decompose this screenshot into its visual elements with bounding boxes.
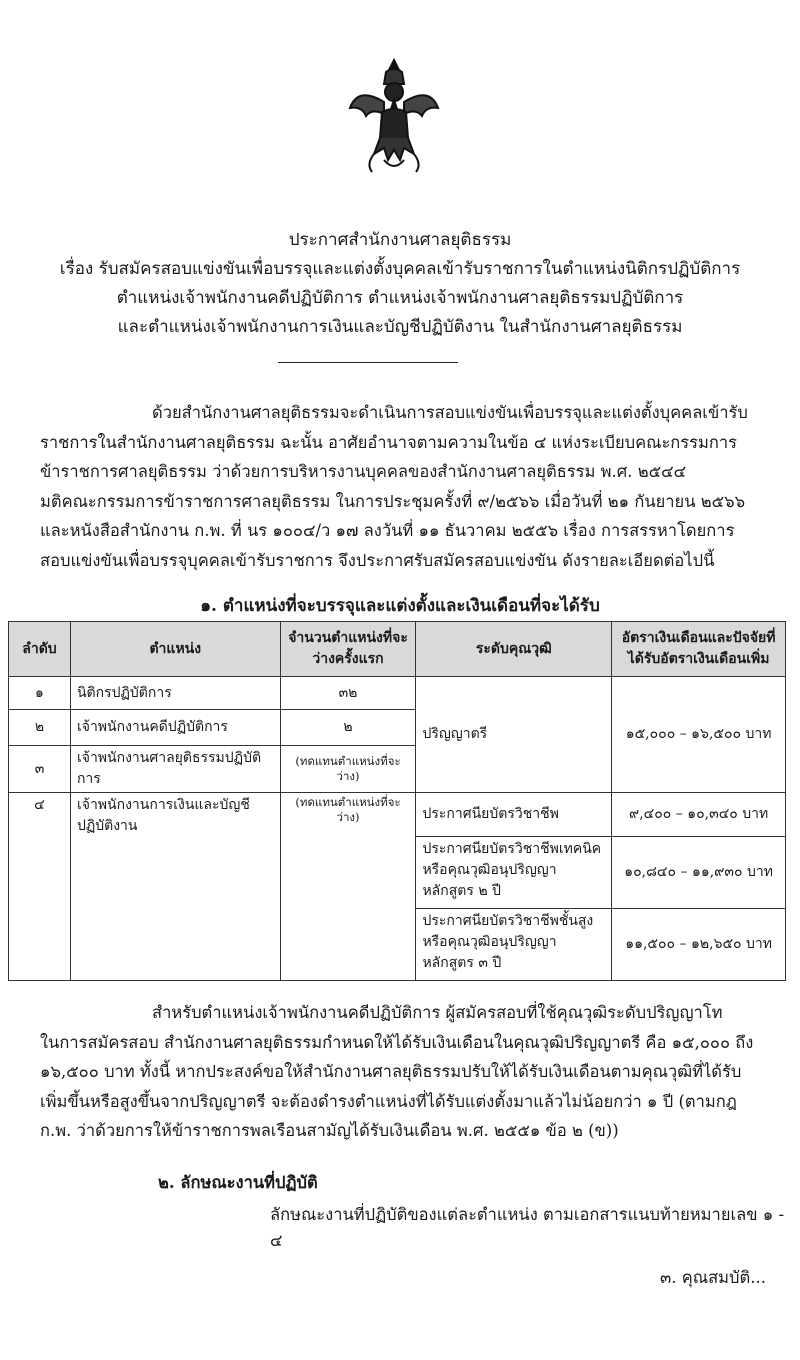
subject-line: ตำแหน่งเจ้าพนักงานคดีปฏิบัติการ ตำแหน่งเจ้าพนักงานศาลยุติธรรมปฏิบัติการ: [116, 288, 684, 308]
intro-line: มติคณะกรรมการข้าราชการศาลยุติธรรม ในการประชุมครั้งที่ ๙/๒๕๖๖ เมื่อวันที่ ๒๑ กันยายน ๒๕๖๖: [40, 491, 746, 511]
row-salary: ๑๑,๕๐๐ – ๑๒,๖๕๐ บาท: [612, 909, 786, 981]
row-qualification: ประกาศนียบัตรวิชาชีพเทคนิค หรือคุณวุฒิอนุปริญญา หลักสูตร ๒ ปี: [416, 837, 612, 909]
positions-table: [8, 621, 786, 981]
col-header-qualification: ระดับคุณวุฒิ: [416, 622, 612, 677]
row-position: เจ้าพนักงานการเงินและบัญชีปฏิบัติงาน: [70, 793, 280, 981]
note-line: เพิ่มขึ้นหรือสูงขึ้นจากปริญญาตรี จะต้องดำรงตำแหน่งที่ได้รับแต่งตั้งมาแล้วไม่น้อยกว่า ๑ ปี (ตามกฎ: [40, 1091, 737, 1111]
table-row: [9, 677, 786, 710]
row-count: (ทดแทนตำแหน่งที่จะว่าง): [280, 793, 416, 981]
row-count: ๓๒: [280, 677, 416, 710]
intro-line: ข้าราชการศาลยุติธรรม ว่าด้วยการบริหารงานบุคคลของสำนักงานศาลยุติธรรม พ.ศ. ๒๕๔๔: [40, 462, 687, 481]
row-position: เจ้าพนักงานคดีปฏิบัติการ: [70, 710, 280, 746]
subject-line: และตำแหน่งเจ้าพนักงานการเงินและบัญชีปฏิบัติงาน ในสำนักงานศาลยุติธรรม: [117, 317, 683, 337]
col-header-salary: อัตราเงินเดือนและปัจจัยที่ได้รับอัตราเงินเดือนเพิ่ม: [612, 622, 786, 677]
row-salary: ๑๐,๘๔๐ – ๑๑,๙๓๐ บาท: [612, 837, 786, 909]
intro-line: ราชการในสำนักงานศาลยุติธรรม ฉะนั้น อาศัยอำนาจตามความในข้อ ๔ แห่งระเบียบคณะกรรมการ: [40, 432, 738, 452]
col-header-count: จำนวนตำแหน่งที่จะว่างครั้งแรก: [280, 622, 416, 677]
note-line: สำหรับตำแหน่งเจ้าพนักงานคดีปฏิบัติการ ผู้สมัครสอบที่ใช้คุณวุฒิระดับปริญญาโท: [152, 1003, 723, 1022]
row-position: นิติกรปฏิบัติการ: [70, 677, 280, 710]
announcement-title: ประกาศสำนักงานศาลยุติธรรม: [288, 230, 512, 250]
intro-line: และหนังสือสำนักงาน ก.พ. ที่ นร ๑๐๐๔/ว ๑๗ ลงวันที่ ๑๑ ธันวาคม ๒๕๕๖ เรื่อง การสรรหาโดยการ: [40, 521, 735, 540]
section1-heading: ๑. ตำแหน่งที่จะบรรจุและแต่งตั้งและเงินเดือนที่จะได้รับ: [200, 596, 600, 616]
table-header-row: [9, 622, 786, 677]
row-no: ๒: [9, 710, 71, 746]
announcement-header: [0, 226, 800, 342]
row-salary: ๙,๔๐๐ – ๑๐,๓๔๐ บาท: [612, 793, 786, 837]
intro-paragraph: [40, 398, 780, 575]
section2-heading: ๒. ลักษณะงานที่ปฏิบัติ: [158, 1173, 318, 1192]
title-divider: [278, 362, 458, 363]
intro-line: ด้วยสำนักงานศาลยุติธรรมจะดำเนินการสอบแข่งขันเพื่อบรรจุและแต่งตั้งบุคคลเข้ารับ: [152, 403, 748, 422]
row-no: ๓: [9, 746, 71, 793]
row-qualification: ปริญญาตรี: [416, 677, 612, 793]
col-header-position: ตำแหน่ง: [70, 622, 280, 677]
note-paragraph: [40, 998, 780, 1146]
note-line: ก.พ. ว่าด้วยการให้ข้าราชการพลเรือนสามัญได้รับเงินเดือน พ.ศ. ๒๕๕๑ ข้อ ๒ (ข)): [40, 1121, 619, 1140]
row-qualification: ประกาศนียบัตรวิชาชีพชั้นสูง หรือคุณวุฒิอนุปริญญา หลักสูตร ๓ ปี: [416, 909, 612, 981]
intro-line: สอบแข่งขันเพื่อบรรจุบุคคลเข้ารับราชการ จึงประกาศรับสมัครสอบแข่งขัน ดังรายละเอียดต่อไปนี้: [40, 550, 715, 570]
section2-text: ลักษณะงานที่ปฏิบัติของแต่ละตำแหน่ง ตามเอกสารแนบท้ายหมายเลข ๑ - ๔: [270, 1205, 785, 1250]
note-line: ในการสมัครสอบ สำนักงานศาลยุติธรรมกำหนดให้ได้รับเงินเดือนในคุณวุฒิปริญญาตรี คือ ๑๕,๐๐๐ ถึง: [40, 1032, 754, 1052]
row-salary: ๑๕,๐๐๐ – ๑๖,๕๐๐ บาท: [612, 677, 786, 793]
table-row: [9, 793, 786, 837]
row-no: ๔: [9, 793, 71, 981]
row-position: เจ้าพนักงานศาลยุติธรรมปฏิบัติการ: [70, 746, 280, 793]
row-count: ๒: [280, 710, 416, 746]
next-page-indicator: ๓. คุณสมบัติ...: [660, 1268, 766, 1287]
row-qualification: ประกาศนียบัตรวิชาชีพ: [416, 793, 612, 837]
garuda-emblem: [344, 56, 444, 176]
note-line: ๑๖,๕๐๐ บาท ทั้งนี้ หากประสงค์ขอให้สำนักงานศาลยุติธรรมปรับให้ได้รับเงินเดือนตามคุณวุฒิที่ได้รับ: [40, 1062, 742, 1081]
row-no: ๑: [9, 677, 71, 710]
subject-line: เรื่อง รับสมัครสอบแข่งขันเพื่อบรรจุและแต่งตั้งบุคคลเข้ารับราชการในตำแหน่งนิติกรปฏิบัติการ: [59, 259, 741, 279]
row-count: (ทดแทนตำแหน่งที่จะว่าง): [280, 746, 416, 793]
col-header-no: ลำดับ: [9, 622, 71, 677]
